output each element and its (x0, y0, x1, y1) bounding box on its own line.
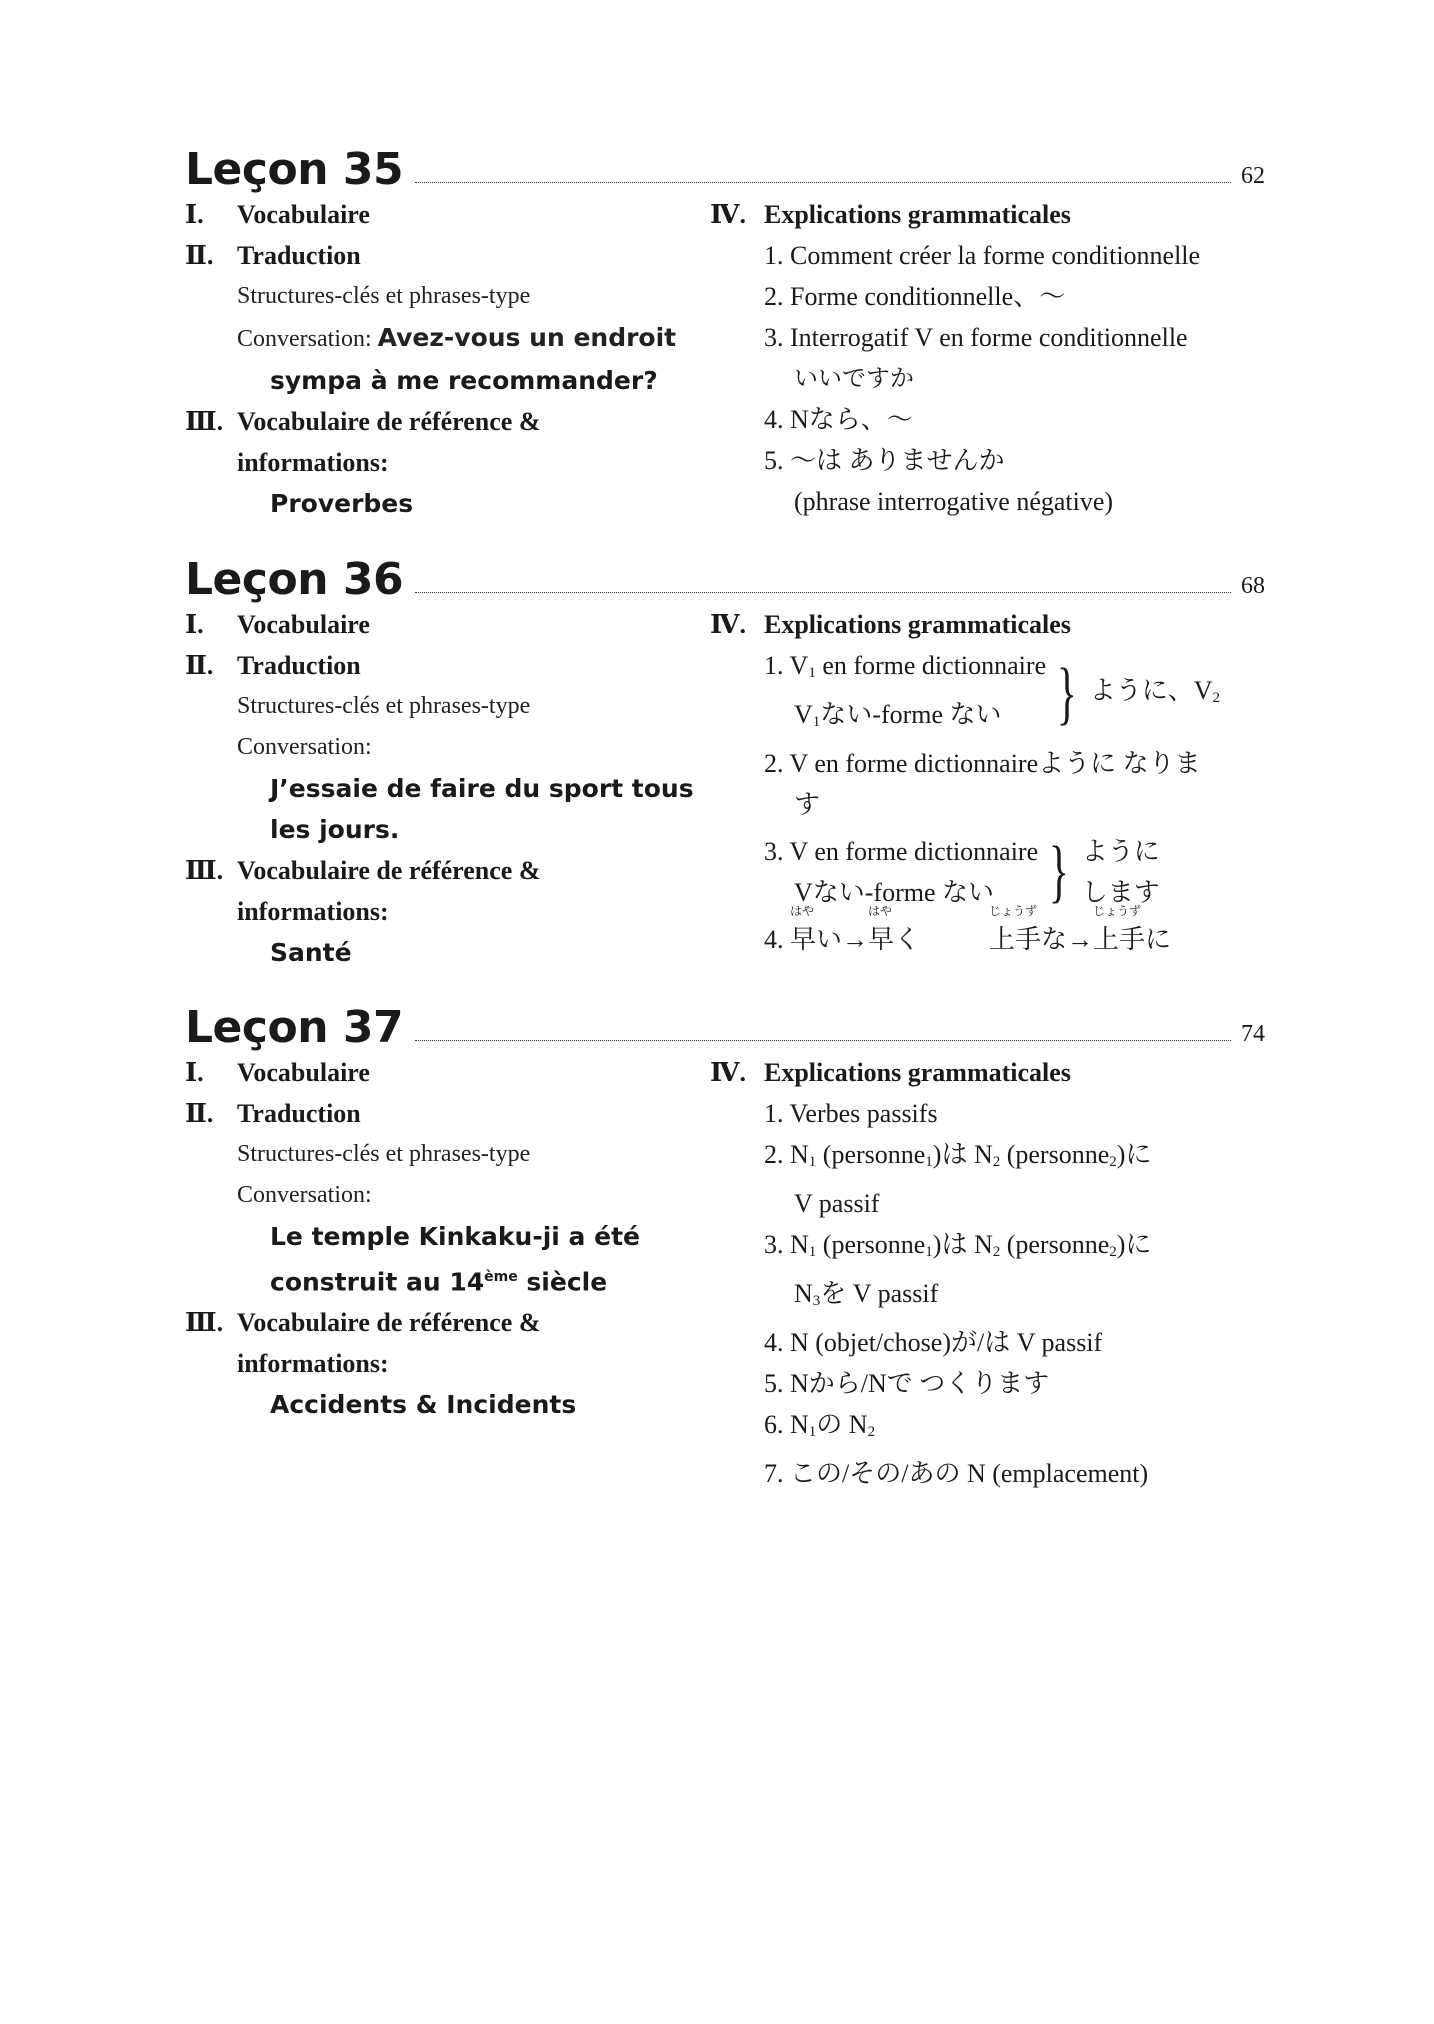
arrow-right-icon: → (1067, 925, 1094, 954)
dot-leader (415, 1039, 1231, 1041)
section-reference-line-2: informations: (237, 448, 389, 477)
furigana-word: じょうず 上手な (989, 904, 1068, 954)
grammar-item: 1. Comment créer la forme conditionnelle (764, 241, 1201, 270)
section-traduction[interactable]: Ⅱ. Traduction (185, 241, 361, 270)
grammar-item: 3. Interrogatif V en forme conditionnelle (764, 323, 1188, 352)
section-vocabulaire[interactable]: Ⅰ. Vocabulaire (185, 1058, 370, 1087)
section-reference[interactable]: Ⅲ. Vocabulaire de référence & (185, 407, 541, 436)
lesson-header (185, 130, 1265, 195)
conversation-line-2: les jours. (270, 815, 400, 844)
section-vocabulaire[interactable]: Ⅰ. Vocabulaire (185, 200, 370, 229)
grammar-item: 4. N (objet/chose)が/は V passif (764, 1328, 1103, 1357)
structures-line: Structures-clés et phrases-type (237, 693, 531, 719)
reference-topic: Accidents & Incidents (270, 1390, 577, 1420)
section-traduction[interactable]: Ⅱ. Traduction (185, 651, 361, 680)
grammar-item: 6. $N_1$の $N_2$ (764, 1410, 876, 1440)
conversation-line: Conversation: Avez-vous un endroit (237, 323, 677, 352)
furigana-word: はや 早く (868, 904, 921, 954)
left-column (185, 194, 710, 524)
lesson-37 (185, 988, 1265, 1494)
grammar-item-cont: (phrase interrogative négative) (794, 487, 1114, 516)
furigana-word: じょうず 上手に (1093, 904, 1172, 954)
grammar-item: 7. この/その/あの N (emplacement) (764, 1459, 1149, 1488)
lesson-35 (185, 130, 1265, 540)
grammar-item: 5. Nから/Nで つくります (764, 1369, 1050, 1398)
right-column (710, 194, 1265, 524)
lesson-header (185, 540, 1265, 605)
conversation-line-2: construit au 14ème siècle (270, 1267, 608, 1297)
table-of-contents (185, 130, 1265, 1494)
furigana-word: はや 早い (790, 904, 843, 954)
lesson-title[interactable]: Leçon 35 (185, 144, 404, 195)
grammar-item-1: 1. $V_1$ en forme dictionnaire $V_1$ない-forme ない } ように、$V_2$ (764, 651, 1220, 732)
lesson-title[interactable]: Leçon 37 (185, 1002, 404, 1053)
left-column (185, 1052, 710, 1494)
brace-icon: } (1048, 833, 1070, 910)
section-traduction[interactable]: Ⅱ. Traduction (185, 1099, 361, 1128)
grammar-item-3: 3. V en forme dictionnaire Vない-forme ない } ように します (764, 833, 1160, 910)
reference-topic: Santé (270, 938, 352, 967)
structures-line: Structures-clés et phrases-type (237, 1141, 531, 1167)
grammar-item: 2. Forme conditionnelle、～ (764, 282, 1066, 311)
grammar-item: 5. ～は ありませんか (764, 446, 1005, 475)
section-reference-line-2: informations: (237, 1349, 389, 1379)
grammar-item-cont: $N_3$を V passif (794, 1279, 939, 1309)
conversation-line: Le temple Kinkaku-ji a été (270, 1222, 640, 1251)
lesson-header (185, 988, 1265, 1053)
conversation-label: Conversation: (237, 1182, 372, 1208)
dot-leader (415, 591, 1231, 593)
conversation-label: Conversation: (237, 734, 372, 760)
right-column (710, 1052, 1265, 1494)
page-number[interactable]: 62 (1241, 163, 1265, 189)
grammar-item: 2. V en forme dictionnaireように なりま (764, 749, 1201, 778)
section-grammaire[interactable]: Ⅳ. Explications grammaticales (710, 610, 1071, 639)
right-column (710, 604, 1265, 973)
grammar-item: 4. Nなら、～ (764, 405, 913, 434)
lesson-36 (185, 540, 1265, 988)
section-grammaire[interactable]: Ⅳ. Explications grammaticales (710, 1058, 1071, 1087)
grammar-item: 1. Verbes passifs (764, 1099, 938, 1128)
section-reference-line-2: informations: (237, 897, 389, 926)
section-grammaire[interactable]: Ⅳ. Explications grammaticales (710, 200, 1071, 229)
left-column (185, 604, 710, 973)
section-reference[interactable]: Ⅲ. Vocabulaire de référence & (185, 1308, 541, 1338)
page-number[interactable]: 68 (1241, 573, 1265, 599)
section-reference[interactable]: Ⅲ. Vocabulaire de référence & (185, 856, 541, 885)
dot-leader (415, 181, 1231, 183)
structures-line: Structures-clés et phrases-type (237, 283, 531, 309)
grammar-item-cont: す (794, 790, 821, 819)
grammar-item: 3. $N_1$ (personne$_1$)は $N_2$ (personne$_2$)に (764, 1230, 1152, 1260)
conversation-line-2: sympa à me recommander? (270, 366, 658, 395)
grammar-item: 2. $N_1$ (personne$_1$)は $N_2$ (personne$_2$)に (764, 1140, 1152, 1170)
lesson-title[interactable]: Leçon 36 (185, 554, 404, 605)
grammar-item-cont: いいですか (794, 364, 914, 392)
grammar-item-4: 4. はや 早い→ はや 早く じょうず 上手な→ じょうず 上手に (710, 919, 1265, 960)
page-number[interactable]: 74 (1241, 1021, 1265, 1047)
arrow-right-icon: → (842, 925, 869, 954)
reference-topic: Proverbes (270, 489, 414, 518)
grammar-item-cont: V passif (794, 1189, 880, 1218)
section-vocabulaire[interactable]: Ⅰ. Vocabulaire (185, 610, 370, 639)
brace-icon: } (1056, 655, 1077, 732)
conversation-line: J’essaie de faire du sport tous (270, 774, 694, 803)
